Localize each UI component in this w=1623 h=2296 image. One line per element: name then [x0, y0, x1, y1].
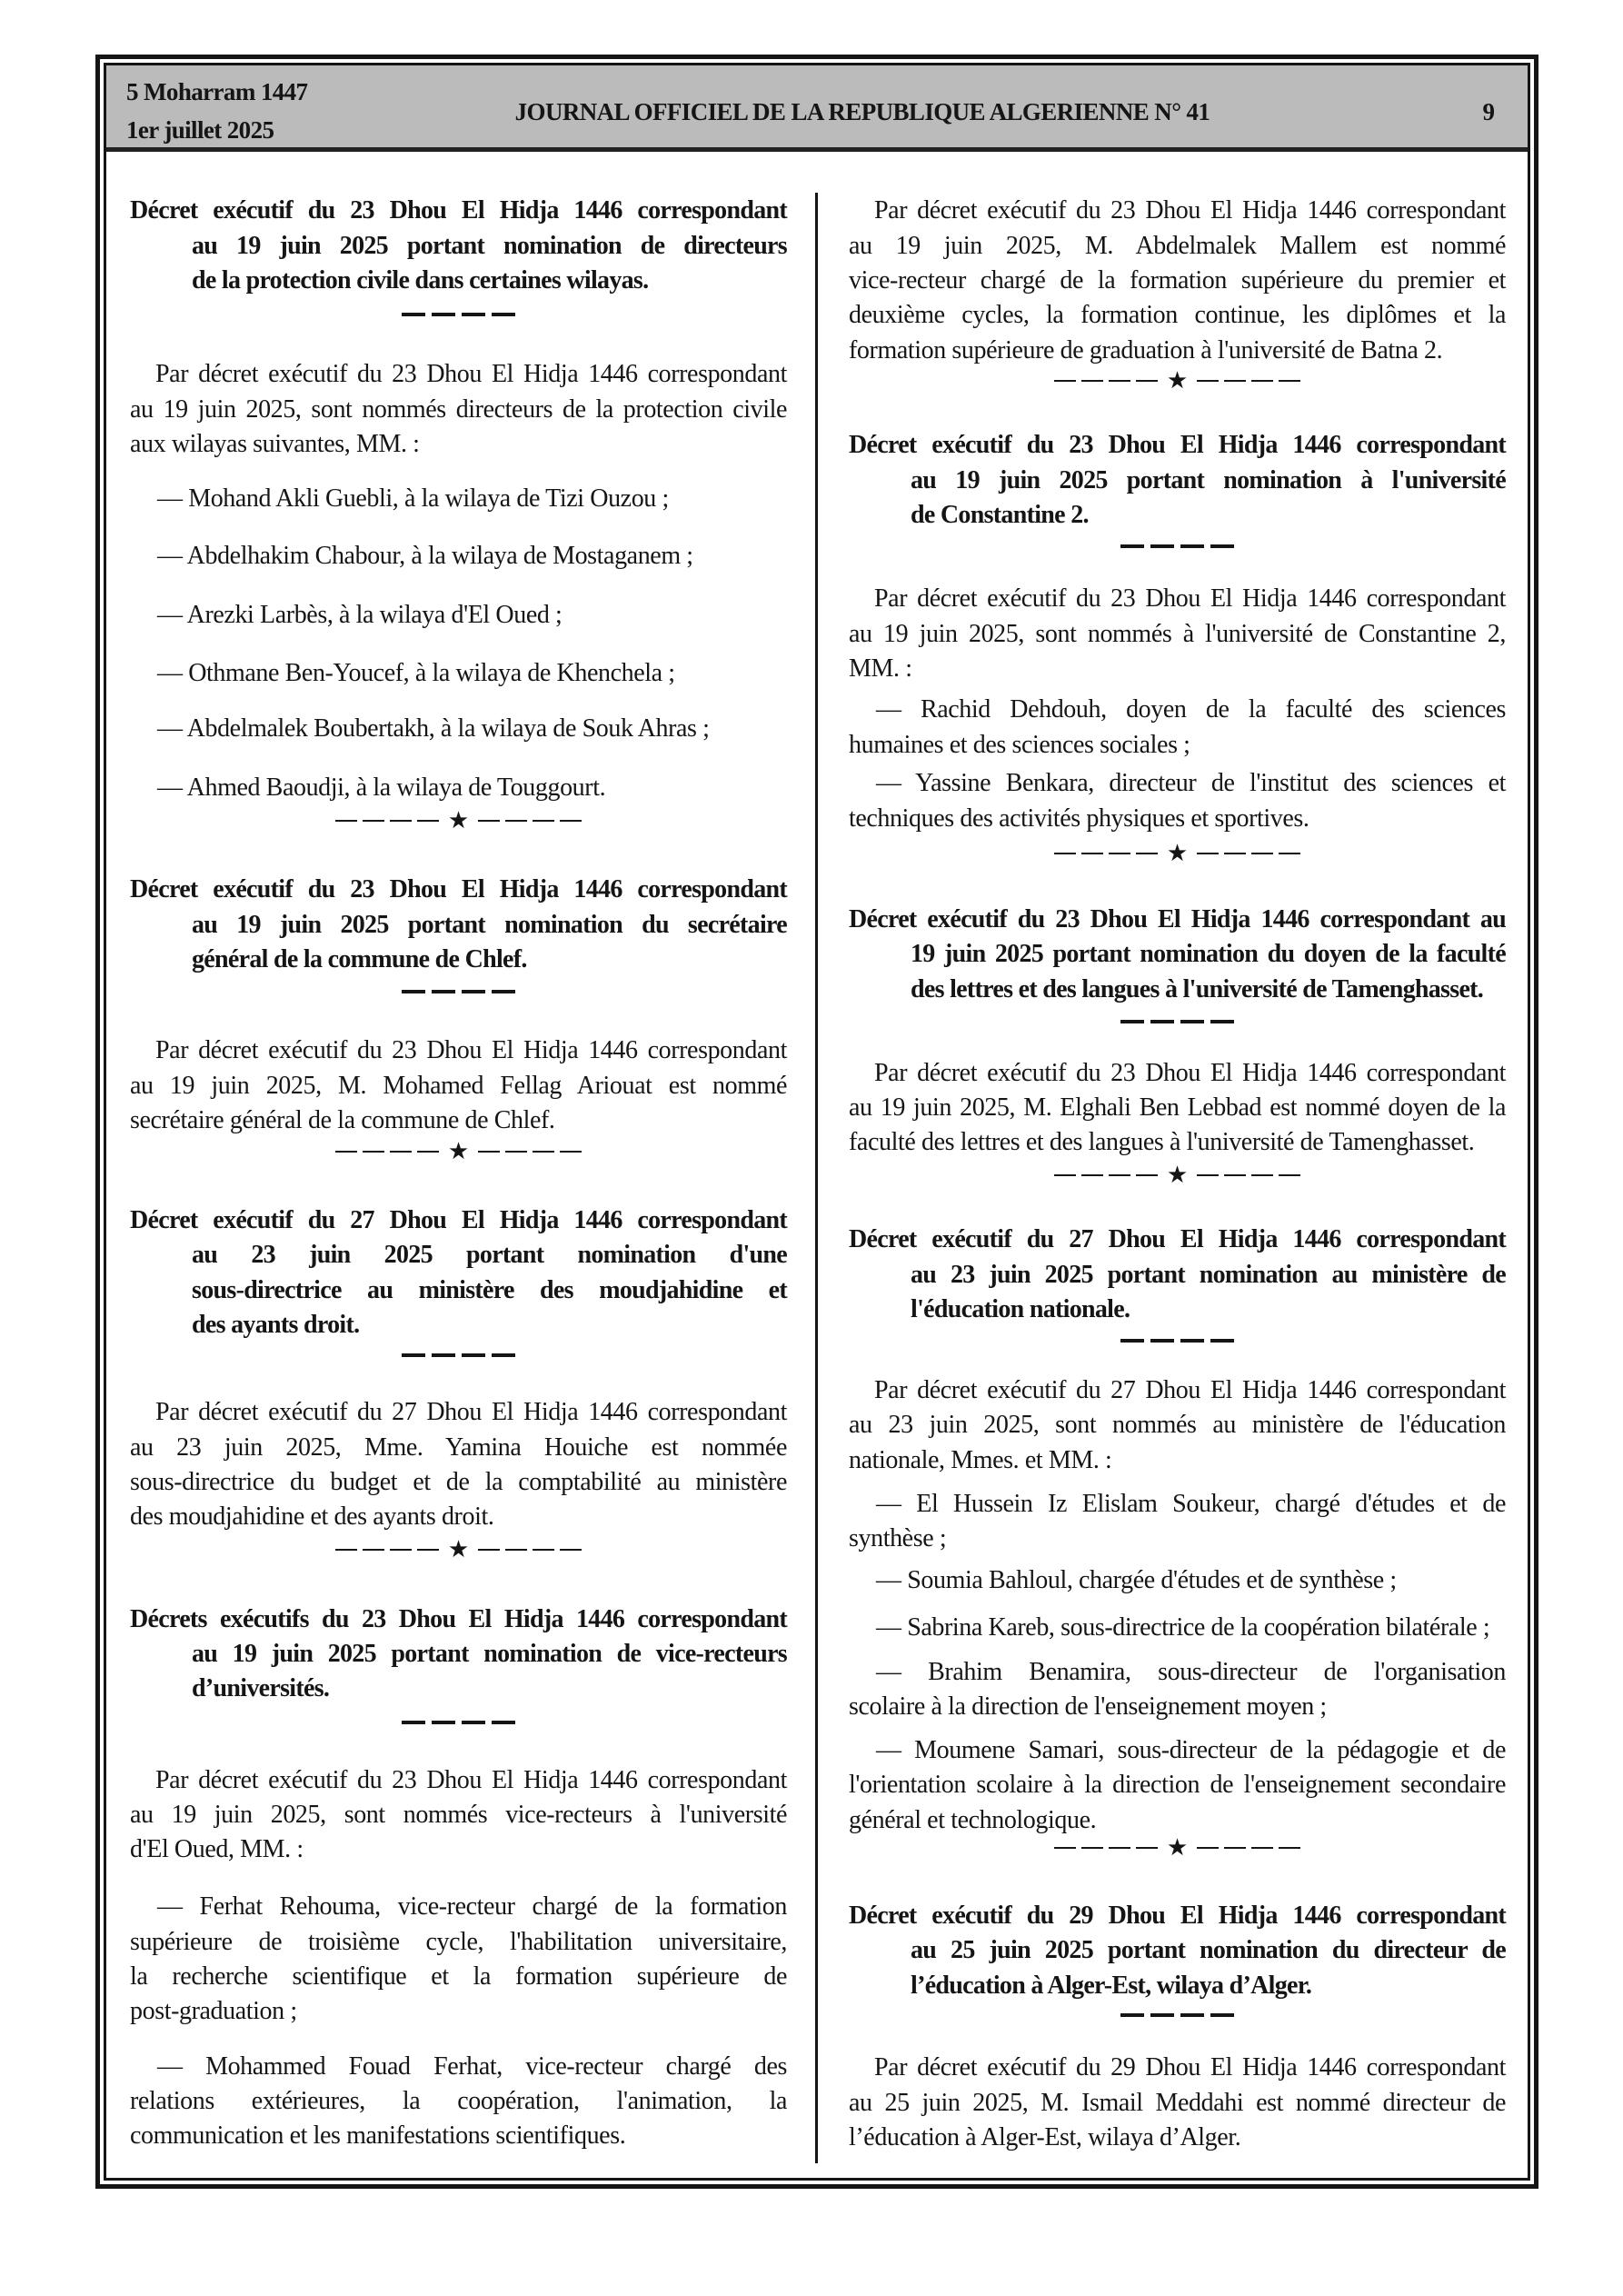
dash-mark: [417, 1151, 439, 1153]
dash-mark: [462, 1721, 485, 1724]
text-line: des ayants droit.: [192, 1311, 360, 1340]
text-line: l'orientation scolaire à la direction de l'enseignement secondaire: [849, 1771, 1506, 1800]
decree-title: [130, 194, 787, 298]
dash-mark: [363, 820, 384, 822]
decree-title: [130, 1602, 787, 1707]
dash-mark: [390, 1151, 412, 1153]
separator-star: [849, 836, 1506, 871]
dash-mark: [417, 1549, 439, 1551]
separator-dashes: [849, 1004, 1506, 1039]
text-line: MM. :: [849, 654, 912, 684]
text-line: Par décret exécutif du 23 Dhou El Hidja 1446 correspondant: [155, 360, 787, 389]
nominee-item: [130, 1890, 787, 2030]
text-line: — Abdelhakim Chabour, à la wilaya de Mostaganem ;: [157, 542, 693, 571]
text-line: — Arezki Larbès, à la wilaya d'El Oued ;: [157, 601, 563, 630]
dash-mark: [432, 990, 455, 993]
hijri-date: 5 Moharram 1447: [126, 78, 308, 105]
text-line: — Mohammed Fouad Ferhat, vice-recteur chargé des: [157, 2051, 787, 2081]
column-divider: [815, 193, 818, 2163]
separator-dashes: [849, 1998, 1506, 2032]
nominee-item: [130, 712, 787, 746]
separator-star: [130, 804, 787, 838]
text-line: deuxième cycles, la formation continue, les diplômes et la: [849, 301, 1506, 330]
dash-mark: [492, 1353, 515, 1357]
dash-mark: [1197, 1847, 1219, 1849]
dash-mark: [1081, 853, 1103, 854]
text-line: général de la commune de Chlef.: [192, 945, 527, 974]
dash-mark: [335, 1549, 357, 1551]
text-line: l’éducation à Alger-Est, wilaya d’Alger.: [849, 2123, 1241, 2151]
dash-mark: [1120, 544, 1144, 548]
text-line: supérieure de troisième cycle, l'habilitation universitaire,: [130, 1927, 787, 1956]
text-line: au 23 juin 2025, sont nommés au ministère de l'éducation: [849, 1411, 1506, 1440]
dash-mark: [1197, 1174, 1219, 1176]
nominee-item: [849, 766, 1506, 836]
text-line: au 19 juin 2025, sont nommés à l'université de Constantine 2,: [849, 619, 1506, 648]
dash-mark: [1150, 1020, 1174, 1023]
dash-mark: [432, 1721, 455, 1724]
text-line: techniques des activités physiques et sportives.: [849, 804, 1309, 833]
decree-paragraph: [849, 582, 1506, 686]
dash-mark: [560, 1151, 582, 1153]
dash-mark: [1197, 853, 1219, 854]
dash-mark: [1251, 1174, 1273, 1176]
text-line: — Soumia Bahloul, chargée d'études et de synthèse ;: [876, 1566, 1397, 1595]
dash-mark: [462, 313, 485, 316]
text-line: Par décret exécutif du 29 Dhou El Hidja 1446 correspondant: [874, 2053, 1506, 2082]
text-line: général et technologique.: [849, 1805, 1097, 1834]
dash-mark: [492, 1721, 515, 1724]
text-line: au 19 juin 2025, sont nommés vice-recteurs à l'université: [130, 1800, 787, 1829]
text-line: au 25 juin 2025, M. Ismail Meddahi est nommé directeur de: [849, 2088, 1506, 2117]
dash-mark: [1180, 1020, 1204, 1023]
dash-mark: [1180, 1339, 1204, 1343]
dash-mark: [1210, 2013, 1234, 2017]
text-line: au 19 juin 2025, M. Mohamed Fellag Ariouat est nommé: [130, 1071, 787, 1100]
dash-mark: [505, 1549, 527, 1551]
nominee-item: [130, 598, 787, 633]
text-line: sous-directrice au ministère des moudjahidine et: [192, 1275, 787, 1304]
dash-mark: [1136, 1847, 1158, 1849]
text-line: d'El Oued, MM. :: [130, 1835, 304, 1864]
text-line: humaines et des sciences sociales ;: [849, 730, 1190, 759]
nominee-item: [130, 656, 787, 691]
text-line: au 23 juin 2025 portant nomination au ministère de: [911, 1260, 1506, 1289]
dash-mark: [505, 820, 527, 822]
separator-dashes: [849, 1323, 1506, 1358]
text-line: — Brahim Benamira, sous-directeur de l'organisation: [876, 1657, 1506, 1686]
nominee-item: [849, 1563, 1506, 1598]
nominee-item: [849, 693, 1506, 763]
dash-mark: [1279, 380, 1300, 382]
decree-title: [130, 873, 787, 977]
dash-mark: [1054, 1174, 1076, 1176]
separator-star: [849, 364, 1506, 398]
nominee-item: [849, 1611, 1506, 1645]
decree-title: [130, 1203, 787, 1343]
dash-mark: [478, 820, 500, 822]
nominee-item: [849, 1655, 1506, 1725]
dash-mark: [1210, 1020, 1234, 1023]
text-line: Décret exécutif du 23 Dhou El Hidja 1446 correspondant: [849, 431, 1506, 460]
text-line: secrétaire général de la commune de Chlef.: [130, 1106, 555, 1135]
dash-mark: [1054, 1847, 1076, 1849]
dash-mark: [390, 1549, 412, 1551]
dash-mark: [402, 1721, 425, 1724]
text-line: vice-recteur chargé de la formation supérieure du premier et: [849, 266, 1506, 294]
text-line: — Rachid Dehdouh, doyen de la faculté des sciences: [876, 695, 1506, 724]
text-line: au 19 juin 2025 portant nomination de vice-recteurs: [192, 1639, 787, 1668]
dash-mark: [462, 990, 485, 993]
text-line: Décret exécutif du 27 Dhou El Hidja 1446 correspondant: [849, 1225, 1506, 1254]
text-line: l'éducation nationale.: [911, 1294, 1130, 1323]
text-line: nationale, Mmes. et MM. :: [849, 1445, 1112, 1474]
text-line: de la protection civile dans certaines wilayas.: [192, 266, 649, 294]
text-line: Par décret exécutif du 23 Dhou El Hidja 1446 correspondant: [874, 584, 1506, 614]
dash-mark: [402, 313, 425, 316]
dash-mark: [1120, 1020, 1144, 1023]
text-line: — Moumene Samari, sous-directeur de la pédagogie et de: [876, 1736, 1506, 1765]
dash-mark: [1109, 1847, 1130, 1849]
dash-mark: [1279, 1847, 1300, 1849]
dash-mark: [1136, 1174, 1158, 1176]
nominee-item: [130, 771, 787, 805]
text-line: scolaire à la direction de l'enseignement moyen ;: [849, 1692, 1327, 1722]
dash-mark: [1251, 380, 1273, 382]
text-line: — Mohand Akli Guebli, à la wilaya de Tizi Ouzou ;: [157, 484, 669, 513]
text-line: Par décret exécutif du 23 Dhou El Hidja 1446 correspondant: [155, 1765, 787, 1794]
text-line: — Abdelmalek Boubertakh, à la wilaya de Souk Ahras ;: [157, 714, 710, 744]
text-line: — Sabrina Kareb, sous-directrice de la coopération bilatérale ;: [876, 1613, 1490, 1642]
text-line: post-graduation ;: [130, 1997, 297, 2026]
dash-mark: [363, 1151, 384, 1153]
dash-mark: [390, 820, 412, 822]
text-line: au 19 juin 2025, M. Abdelmalek Mallem est nommé: [849, 231, 1506, 260]
dash-mark: [505, 1151, 527, 1153]
text-line: au 19 juin 2025 portant nomination de directeurs: [192, 231, 787, 260]
dash-mark: [1120, 1339, 1144, 1343]
dash-mark: [492, 990, 515, 993]
dash-mark: [1109, 1174, 1130, 1176]
text-line: sous-directrice du budget et de la comptabilité au ministère: [130, 1467, 787, 1496]
dash-mark: [1279, 853, 1300, 854]
dash-mark: [1081, 1174, 1103, 1176]
dash-mark: [1054, 853, 1076, 854]
text-line: synthèse ;: [849, 1524, 947, 1553]
dash-mark: [432, 1353, 455, 1357]
text-line: Décret exécutif du 23 Dhou El Hidja 1446 correspondant: [130, 196, 787, 225]
text-line: — Othmane Ben-Youcef, à la wilaya de Khenchela ;: [157, 658, 675, 687]
dash-mark: [1150, 1339, 1174, 1343]
dash-mark: [1081, 380, 1103, 382]
dash-mark: [335, 820, 357, 822]
nominee-item: [130, 2050, 787, 2154]
text-line: des moudjahidine et des ayants droit.: [130, 1502, 494, 1532]
text-line: au 19 juin 2025 portant nomination du secrétaire: [192, 910, 787, 939]
text-line: de Constantine 2.: [911, 501, 1089, 530]
dash-mark: [478, 1151, 500, 1153]
dash-mark: [1136, 380, 1158, 382]
decree-title: [849, 903, 1506, 1007]
decree-title: [849, 1223, 1506, 1327]
star-icon: ★: [447, 1137, 470, 1164]
dash-mark: [462, 1353, 485, 1357]
decree-paragraph: [130, 1395, 787, 1535]
text-line: au 19 juin 2025, sont nommés directeurs de la protection civile: [130, 394, 787, 424]
text-line: Par décret exécutif du 23 Dhou El Hidja 1446 correspondant: [874, 196, 1506, 225]
text-line: relations extérieures, la coopération, l'animation, la: [130, 2086, 787, 2115]
dash-mark: [1224, 380, 1246, 382]
dash-mark: [1251, 1847, 1273, 1849]
text-line: au 19 juin 2025, M. Elghali Ben Lebbad est nommé doyen de la: [849, 1093, 1506, 1123]
text-line: aux wilayas suivantes, MM. :: [130, 430, 420, 459]
decree-paragraph: [130, 357, 787, 462]
separator-star: [130, 1532, 787, 1567]
dash-mark: [1251, 853, 1273, 854]
dash-mark: [1210, 544, 1234, 548]
dash-mark: [1279, 1174, 1300, 1176]
dash-mark: [478, 1549, 500, 1551]
dash-mark: [363, 1549, 384, 1551]
dash-mark: [1224, 853, 1246, 854]
decree-paragraph: [849, 1056, 1506, 1161]
text-line: Décret exécutif du 27 Dhou El Hidja 1446 correspondant: [130, 1206, 787, 1235]
nominee-item: [849, 1487, 1506, 1557]
dash-mark: [560, 1549, 582, 1551]
decree-paragraph: [849, 2051, 1506, 2155]
nominee-item: [849, 1733, 1506, 1838]
text-line: au 23 juin 2025 portant nomination d'une: [192, 1241, 787, 1270]
dash-mark: [1180, 2013, 1204, 2017]
text-line: — El Hussein Iz Elislam Soukeur, chargé d'études et de: [876, 1489, 1506, 1518]
text-line: Décret exécutif du 23 Dhou El Hidja 1446 correspondant: [130, 875, 787, 904]
star-icon: ★: [1166, 1161, 1189, 1188]
journal-title: JOURNAL OFFICIEL DE LA REPUBLIQUE ALGERIENNE N° 41: [514, 98, 1210, 125]
separator-star: [130, 1134, 787, 1169]
dash-mark: [1081, 1847, 1103, 1849]
dash-mark: [402, 990, 425, 993]
dash-mark: [402, 1353, 425, 1357]
star-icon: ★: [1166, 366, 1189, 394]
dash-mark: [492, 313, 515, 316]
dash-mark: [1136, 853, 1158, 854]
star-icon: ★: [1166, 1834, 1189, 1862]
text-line: Décret exécutif du 29 Dhou El Hidja 1446 correspondant: [849, 1901, 1506, 1930]
text-line: communication et les manifestations scientifiques.: [130, 2121, 626, 2151]
dash-mark: [432, 313, 455, 316]
text-line: — Ahmed Baoudji, à la wilaya de Touggourt.: [157, 774, 606, 803]
gregorian-date: 1er juillet 2025: [126, 116, 274, 144]
text-line: — Ferhat Rehouma, vice-recteur chargé de la formation: [157, 1892, 787, 1922]
dash-mark: [1054, 380, 1076, 382]
decree-paragraph: [130, 1763, 787, 1868]
dash-mark: [1109, 853, 1130, 854]
nominee-item: [130, 539, 787, 574]
text-line: Par décret exécutif du 27 Dhou El Hidja 1446 correspondant: [155, 1398, 787, 1427]
dash-mark: [1180, 544, 1204, 548]
dash-mark: [1120, 2013, 1144, 2017]
separator-dashes: [849, 529, 1506, 564]
dash-mark: [1224, 1847, 1246, 1849]
text-line: Par décret exécutif du 27 Dhou El Hidja 1446 correspondant: [874, 1375, 1506, 1404]
dash-mark: [533, 1549, 554, 1551]
separator-dashes: [130, 297, 787, 332]
dash-mark: [1210, 1339, 1234, 1343]
dash-mark: [533, 820, 554, 822]
text-line: Décrets exécutifs du 23 Dhou El Hidja 1446 correspondant: [130, 1604, 787, 1633]
text-line: Par décret exécutif du 23 Dhou El Hidja 1446 correspondant: [874, 1058, 1506, 1087]
decree-paragraph: [130, 1033, 787, 1138]
text-line: au 25 juin 2025 portant nomination du directeur de: [911, 1936, 1506, 1965]
text-line: 19 juin 2025 portant nomination du doyen de la faculté: [911, 940, 1506, 969]
text-line: d’universités.: [192, 1674, 330, 1703]
dash-mark: [1150, 2013, 1174, 2017]
separator-dashes: [130, 1338, 787, 1373]
decree-paragraph: [849, 1373, 1506, 1478]
text-line: formation supérieure de graduation à l'université de Batna 2.: [849, 335, 1443, 364]
decree-title: [849, 1899, 1506, 2003]
dash-mark: [1150, 544, 1174, 548]
star-icon: ★: [447, 1536, 470, 1563]
dash-mark: [533, 1151, 554, 1153]
text-line: — Yassine Benkara, directeur de l'institut des sciences et: [876, 769, 1506, 798]
separator-star: [849, 1831, 1506, 1865]
text-line: au 23 juin 2025, Mme. Yamina Houiche est nommée: [130, 1433, 787, 1462]
dash-mark: [1109, 380, 1130, 382]
separator-dashes: [130, 1705, 787, 1740]
decree-paragraph: [849, 194, 1506, 368]
text-line: des lettres et des langues à l'université de Tamenghasset.: [911, 974, 1484, 1003]
text-line: Décret exécutif du 23 Dhou El Hidja 1446 correspondant au: [849, 904, 1506, 933]
star-icon: ★: [1166, 839, 1189, 866]
dash-mark: [1224, 1174, 1246, 1176]
star-icon: ★: [447, 806, 470, 834]
nominee-item: [130, 482, 787, 516]
text-line: Par décret exécutif du 23 Dhou El Hidja 1446 correspondant: [155, 1036, 787, 1065]
dash-mark: [417, 820, 439, 822]
dash-mark: [560, 820, 582, 822]
separator-star: [849, 1158, 1506, 1193]
decree-title: [849, 428, 1506, 533]
text-line: la recherche scientifique et la formation supérieure de: [130, 1962, 787, 1991]
text-line: au 19 juin 2025 portant nomination à l'université: [911, 465, 1506, 494]
dash-mark: [1197, 380, 1219, 382]
text-line: l’éducation à Alger-Est, wilaya d’Alger.: [911, 1971, 1312, 2000]
separator-dashes: [130, 974, 787, 1009]
page-number: 9: [1482, 98, 1495, 125]
text-line: faculté des lettres et des langues à l'université de Tamenghasset.: [849, 1128, 1475, 1157]
dash-mark: [335, 1151, 357, 1153]
page-header: [106, 65, 1528, 152]
